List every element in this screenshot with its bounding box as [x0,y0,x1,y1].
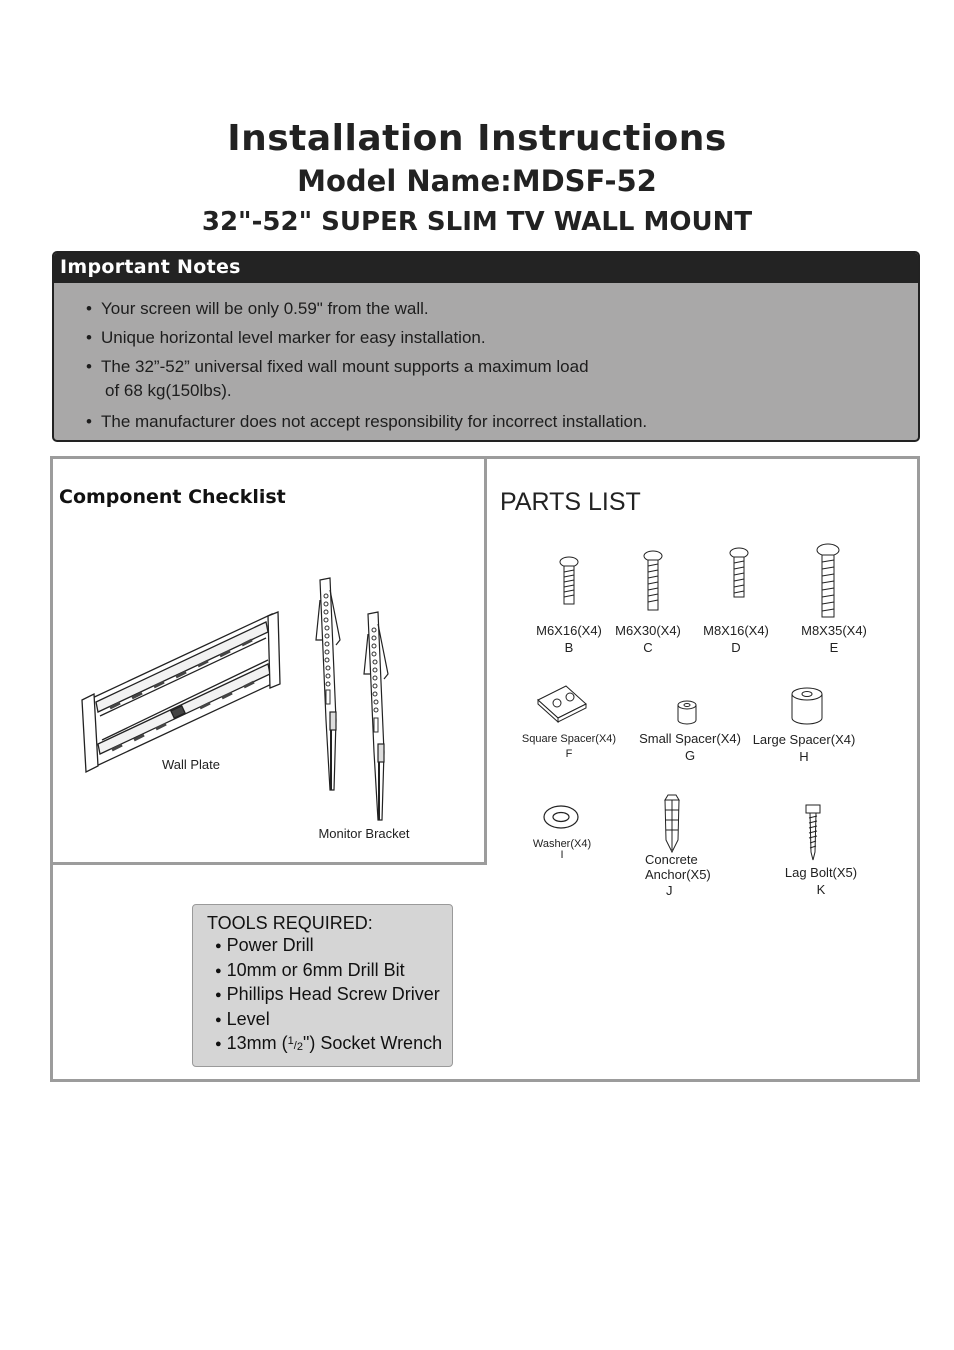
tools-required-box [192,904,453,1067]
part-label: Lag Bolt(X5) K [784,865,858,897]
part-label: Washer(X4) I [532,838,592,861]
important-notes-heading: Important Notes [54,253,918,283]
note-item: • Unique horizontal level marker for easy installation. [86,328,647,348]
washer-icon [544,806,578,828]
tool-item: ● 10mm or 6mm Drill Bit [215,960,442,985]
note-line: of 68 kg(150lbs). [105,381,232,400]
concrete-anchor-icon [665,795,679,852]
note-item: • The manufacturer does not accept responsibility for incorrect installation. [86,412,647,432]
square-spacer-icon [538,686,586,722]
part-label: Concrete Anchor(X5) J [645,852,711,898]
tool-item: ● Phillips Head Screw Driver [215,984,442,1009]
bolt-icon [560,544,839,617]
page-title: Installation Instructions [227,118,727,159]
wall-plate-label: Wall Plate [161,757,221,772]
component-checklist-heading: Component Checklist [59,486,286,508]
product-subtitle: 32"-52" SUPER SLIM TV WALL MOUNT [201,207,753,237]
tool-item: ● 13mm ($^1$/2") Socket Wrench [215,1033,442,1058]
monitor-bracket-label: Monitor Bracket [318,826,410,841]
tool-item: ● Level [215,1009,442,1034]
part-label: M6X30(X4) C [615,623,681,655]
part-label: Large Spacer(X4) H [752,732,856,764]
part-label: M6X16(X4) B [536,623,602,655]
note-line: The 32”-52” universal fixed wall mount supports a maximum load [101,357,589,376]
part-label: M8X16(X4) D [703,623,769,655]
parts-list-heading: PARTS LIST [500,488,641,516]
small-spacer-icon [678,701,696,724]
part-label: Square Spacer(X4) F [521,733,617,760]
part-label: Small Spacer(X4) G [639,731,741,763]
tool-item: ● Power Drill [215,935,442,960]
tools-heading: TOOLS REQUIRED: [207,913,373,933]
part-label: M8X35(X4) E [801,623,867,655]
model-name: Model Name:MDSF-52 [297,164,657,198]
tools-list [215,935,442,1058]
large-spacer-icon [792,688,822,724]
note-item: • Your screen will be only 0.59" from the wall. [86,299,647,319]
